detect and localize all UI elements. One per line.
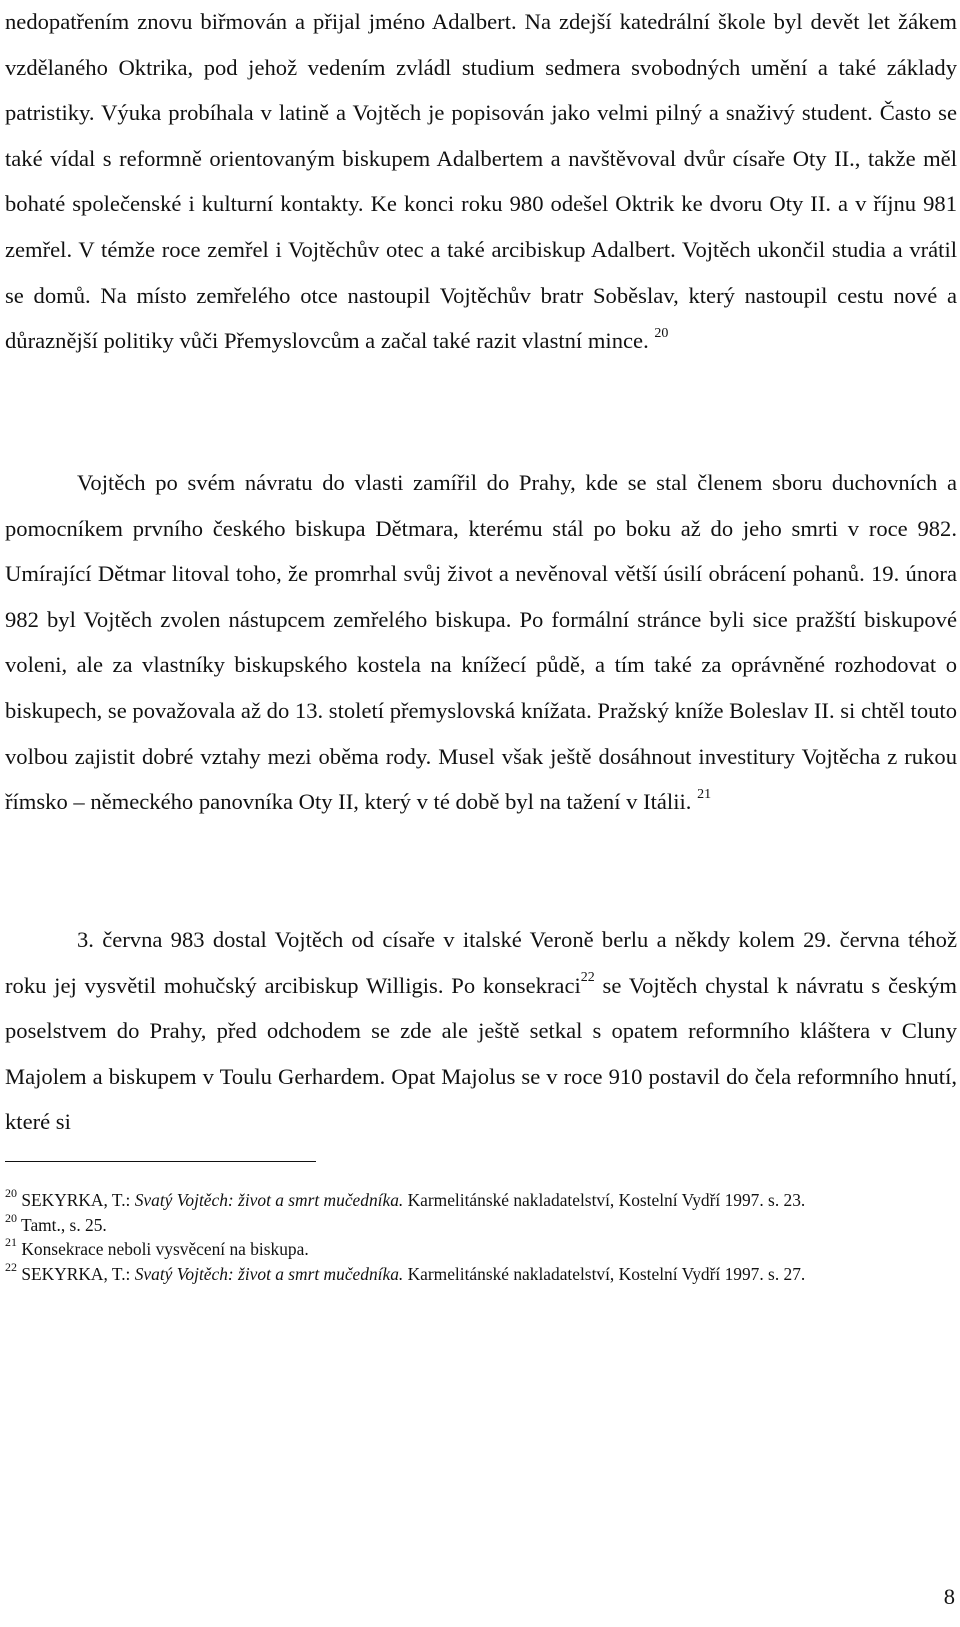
paragraph-text: Vojtěch po svém návratu do vlasti zamířil do Prahy, kde se stal členem sboru duchovních a pomocníkem prvního českého biskupa Dětmara, kterému stál po boku až do jeho smrti v roce 982. Umírající Dětmar litoval toho, že promrhal svůj život a nevěnoval větší úsilí obrácení pohanů. 19. února 982 byl Vojtěch zvolen nástupcem zemřelého biskupa. Po formální stránce byli sice pražští biskupové voleni, ale za vlastníky biskupského kostela na knížecí půdě, a tím také za oprávněné rozhodovat o biskupech, se považovala až do 13. století přemyslovská knížata. Pražský kníže Boleslav II. si chtěl touto volbou zajistit dobré vztahy mezi oběma rody. Musel však ještě dosáhnout investitury Vojtěcha z rukou římsko – německého panovníka Oty II, který v té době byl na tažení v Itálii.	[5, 470, 957, 815]
footnote-text: SEKYRKA, T.:	[17, 1263, 135, 1284]
body-paragraph-1	[5, 0, 957, 364]
footnote-number: 20	[5, 1186, 17, 1201]
paragraph-text: nedopatřením znovu biřmován a přijal jméno Adalbert. Na zdejší katedrální škole byl devět let žákem vzdělaného Oktrika, pod jehož vedením zvládl studium sedmera svobodných umění a také základy patristiky. Výuka probíhala v latině a Vojtěch je popisován jako velmi pilný a snaživý student. Často se také vídal s reformně orientovaným biskupem Adalbertem a navštěvoval dvůr císaře Oty II., takže měl bohaté společenské i kulturní kontakty. Ke konci roku 980 odešel Oktrik ke dvoru Oty II. a v říjnu 981 zemřel. V témže roce zemřel i Vojtěchův otec a také arcibiskup Adalbert. Vojtěch ukončil studia a vrátil se domů. Na místo zemřelého otce nastoupil Vojtěchův bratr Soběslav, který nastoupil cestu nové a důraznější politiky vůči Přemyslovcům a začal také razit vlastní mince.	[5, 9, 957, 354]
footnote-text: Tamt., s. 25.	[17, 1214, 107, 1235]
footnote	[5, 1259, 957, 1287]
footnote-number: 22	[5, 1259, 17, 1274]
body-paragraph-2	[5, 460, 957, 825]
footnote-text: Konsekrace neboli vysvěcení na biskupa.	[17, 1239, 309, 1259]
footnote-text: SEKYRKA, T.:	[17, 1190, 135, 1210]
footnote-number: 21	[5, 1235, 17, 1250]
footnote-number: 20	[5, 1210, 17, 1225]
page-number: 8	[943, 1584, 955, 1609]
footnote-text-rest: Karmelitánské nakladatelství, Kostelní Vydří 1997. s. 27.	[403, 1263, 806, 1284]
footnote-reference: 21	[697, 786, 712, 802]
footnote-separator	[5, 1161, 316, 1162]
footnote	[5, 1188, 957, 1213]
footnote	[5, 1237, 957, 1262]
paragraph-text: 3. června 983 dostal Vojtěch od císaře v italské Veroně berlu a někdy kolem 29. června téhož roku jej vysvětil mohučský arcibiskup Willigis. Po konsekraci	[5, 927, 957, 998]
footnote	[5, 1210, 957, 1238]
paragraph-text-continued: se Vojtěch chystal k návratu s českým poselstvem do Prahy, před odchodem se zde ale ještě setkal s opatem reformního kláštera v Cluny Majolem a biskupem v Toulu Gerhardem. Opat Majolus se v roce 910 postavil do čela reformního hnutí, které si	[5, 972, 957, 1135]
footnote-book-title: Svatý Vojtěch: život a smrt mučedníka.	[134, 1263, 404, 1284]
footnote-reference: 20	[654, 325, 669, 341]
footnotes	[5, 1188, 957, 1286]
footnote-book-title: Svatý Vojtěch: život a smrt mučedníka.	[134, 1190, 404, 1210]
footnote-reference: 22	[580, 970, 595, 986]
body-paragraph-3	[5, 917, 957, 1145]
footnote-text-rest: Karmelitánské nakladatelství, Kostelní Vydří 1997. s. 23.	[403, 1190, 806, 1210]
